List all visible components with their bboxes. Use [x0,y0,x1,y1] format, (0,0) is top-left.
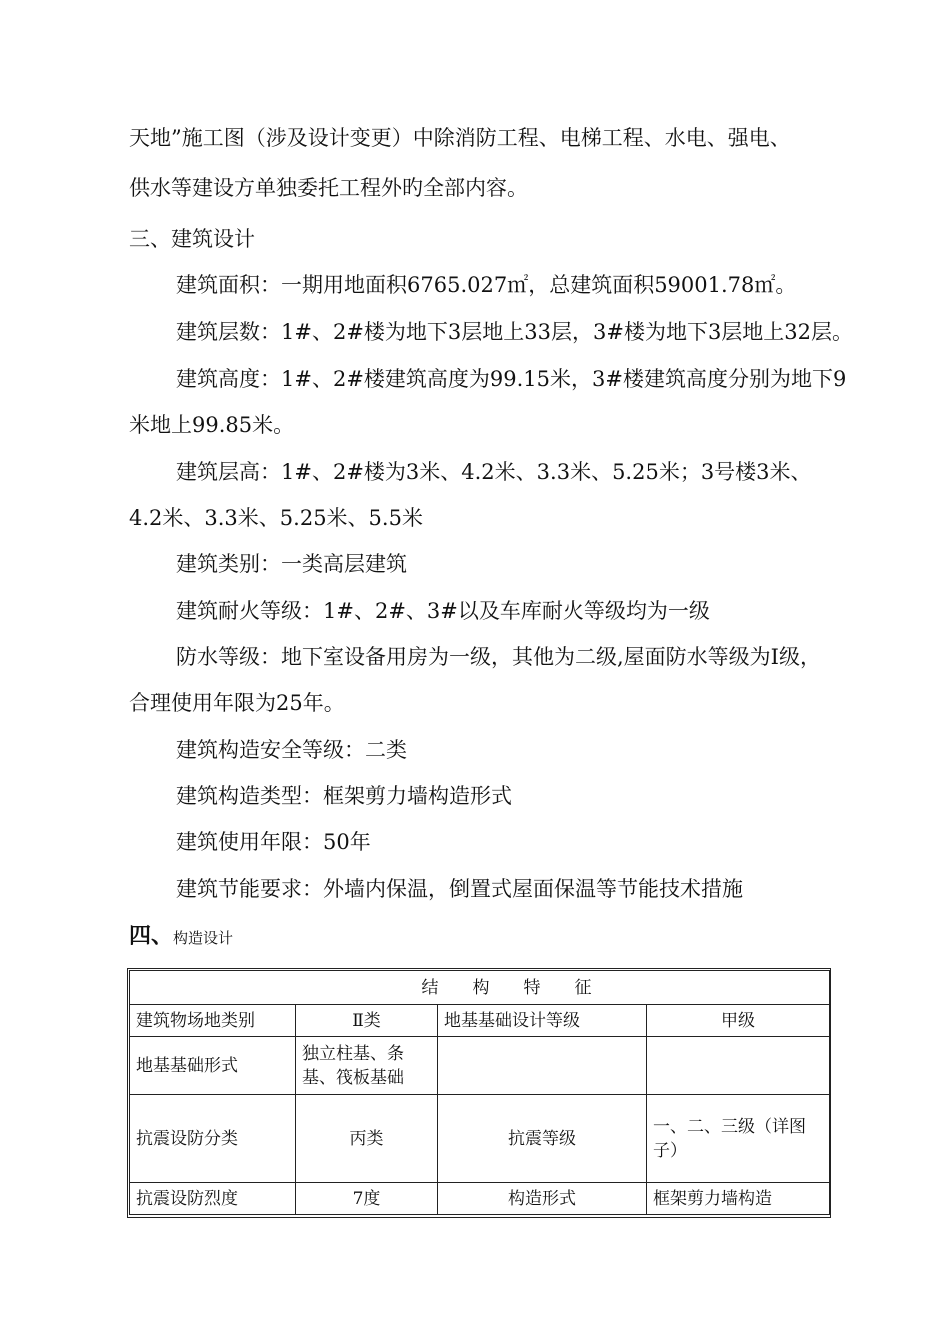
paragraph-line: 供水等建设方单独委托工程外旳全部内容。 [129,176,528,200]
table-cell: 丙类 [296,1095,438,1183]
table-cell: 抗震等级 [438,1095,647,1183]
table-header: 结 构 特 征 [130,971,830,1005]
table-cell: 抗震设防分类 [130,1095,296,1183]
table-cell [647,1037,830,1095]
spec-line: 防水等级：地下室设备用房为一级，其他为二级,屋面防水等级为Ⅰ级， [176,645,821,669]
spec-line: 建筑层数：1#、2#楼为地下3层地上33层，3#楼为地下3层地上32层。 [176,320,854,344]
table-cell: 地基基础设计等级 [438,1005,647,1037]
table-cell: 一、二、三级（详图子） [647,1095,830,1183]
spec-line: 建筑层高：1#、2#楼为3米、4.2米、3.3米、5.25米；3号楼3米、 [176,460,812,484]
table-cell: 地基基础形式 [130,1037,296,1095]
section-heading-4 [129,922,233,952]
table-row [130,1095,830,1183]
table-row [130,1183,830,1215]
table-cell: Ⅱ类 [296,1005,438,1037]
table-cell: 抗震设防烈度 [130,1183,296,1215]
spec-line: 建筑耐火等级：1#、2#、3#以及车库耐火等级均为一级 [176,599,710,623]
table-cell [438,1037,647,1095]
table-row [130,1005,830,1037]
paragraph-line: 天地”施工图（涉及设计变更）中除消防工程、电梯工程、水电、强电、 [129,126,791,150]
spec-line: 合理使用年限为25年。 [129,691,345,715]
spec-line: 建筑类别：一类高层建筑 [176,552,407,576]
structure-table [129,970,830,1215]
table-cell: 构造形式 [438,1183,647,1215]
table-cell: 7度 [296,1183,438,1215]
section-title: 构造设计 [173,929,234,947]
spec-line: 建筑构造安全等级：二类 [176,738,407,762]
section-heading-3: 三、建筑设计 [129,227,255,251]
table-cell: 建筑物场地类别 [130,1005,296,1037]
spec-line: 建筑构造类型：框架剪力墙构造形式 [176,784,512,808]
table-cell: 甲级 [647,1005,830,1037]
spec-line: 4.2米、3.3米、5.25米、5.5米 [129,506,423,530]
section-number: 四、 [129,923,174,949]
table-cell: 框架剪力墙构造 [647,1183,830,1215]
spec-line: 建筑面积：一期用地面积6765.027㎡，总建筑面积59001.78㎡。 [176,273,797,297]
table-cell: 独立柱基、条基、筏板基础 [296,1037,438,1095]
spec-line: 建筑高度：1#、2#楼建筑高度为99.15米，3#楼建筑高度分别为地下9 [176,367,847,391]
table-header-row [130,971,830,1005]
spec-line: 建筑节能要求：外墙内保温，倒置式屋面保温等节能技术措施 [176,877,743,901]
spec-line: 建筑使用年限：50年 [176,830,371,854]
spec-line: 米地上99.85米。 [129,413,295,437]
table-row [130,1037,830,1095]
